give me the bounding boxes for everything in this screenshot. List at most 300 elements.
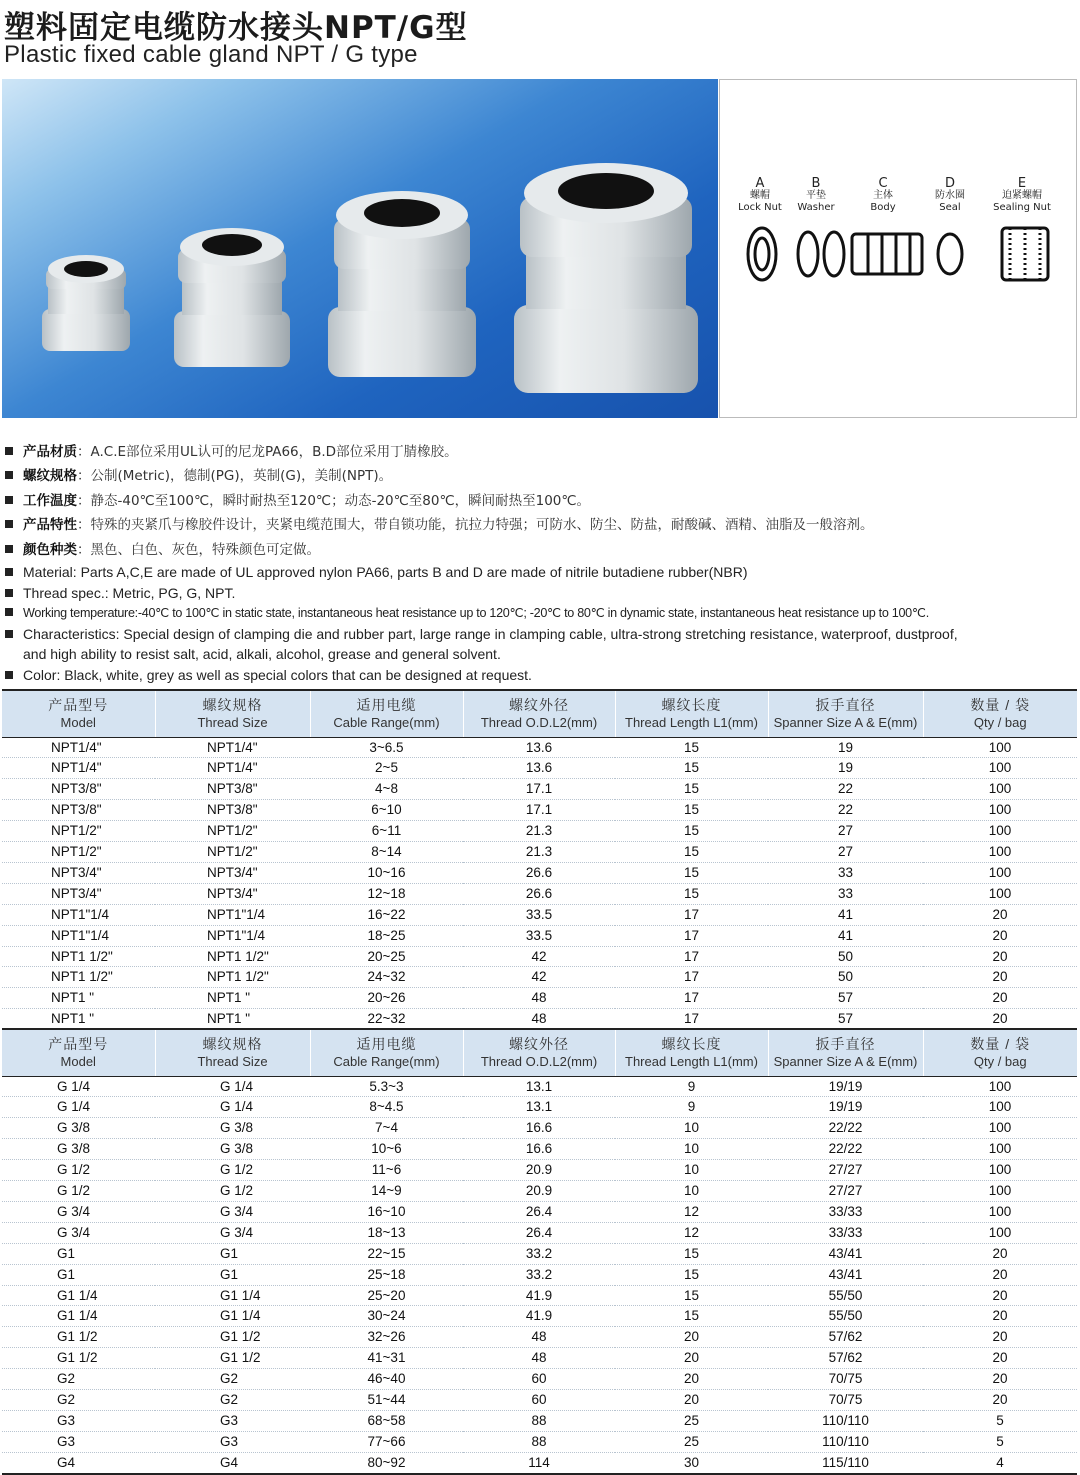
table-cell: 14~9 [310,1181,463,1202]
table-cell: G1 [2,1243,155,1264]
g-spec-table [2,1028,1077,1475]
table-cell: 43/41 [768,1264,923,1285]
table-cell: NPT1/4" [2,758,155,779]
table-cell: 55/50 [768,1306,923,1327]
table-cell: 30~24 [310,1306,463,1327]
table-cell: G2 [2,1369,155,1390]
table-cell: 46~40 [310,1369,463,1390]
table-cell: G1 1/4 [155,1306,310,1327]
table-row [2,1306,1077,1327]
table-cell: 26.4 [463,1201,615,1222]
table-cell: 8~4.5 [310,1097,463,1118]
table-cell: 33.2 [463,1264,615,1285]
gland-large [328,191,476,377]
table-cell: 48 [463,1327,615,1348]
table-cell: 15 [615,737,768,758]
table-cell: 25 [615,1411,768,1432]
table-row [2,1452,1077,1473]
table-cell: 15 [615,1243,768,1264]
table-cell: 10 [615,1181,768,1202]
table-cell: 20 [923,1243,1077,1264]
column-header-cn: 数量 / 袋 [970,696,1031,713]
table-cell: 16~10 [310,1201,463,1222]
column-header [310,1029,463,1076]
cable-gland-illustration [2,79,718,418]
table-cell: 20.9 [463,1160,615,1181]
table-cell: 21.3 [463,842,615,863]
table-cell: 20.9 [463,1181,615,1202]
npt-spec-table [2,689,1077,1031]
table-cell: G2 [2,1390,155,1411]
table-cell: 17 [615,946,768,967]
table-cell: 8~14 [310,842,463,863]
table-cell: 26.6 [463,862,615,883]
table-cell: 15 [615,883,768,904]
table-cell: 57/62 [768,1348,923,1369]
column-header [923,690,1077,737]
table-cell: 22/22 [768,1118,923,1139]
table-row [2,821,1077,842]
table-cell: NPT3/8" [155,779,310,800]
table-cell: NPT1 1/2" [2,946,155,967]
table-cell: 100 [923,1222,1077,1243]
table-cell: G1 1/2 [155,1327,310,1348]
table-cell: G 3/8 [2,1118,155,1139]
table-row [2,1009,1077,1030]
table-row [2,1390,1077,1411]
seal-shape [938,234,962,274]
table-cell: 100 [923,842,1077,863]
table-cell: 13.1 [463,1097,615,1118]
table-cell: 50 [768,967,923,988]
table-cell: NPT1"1/4 [155,925,310,946]
table-cell: G1 1/2 [2,1327,155,1348]
table-cell: 60 [463,1390,615,1411]
table-row [2,1431,1077,1452]
table-cell: G 3/4 [2,1201,155,1222]
table-cell: 48 [463,1009,615,1030]
table-row [2,1181,1077,1202]
table-cell: G 1/4 [2,1076,155,1097]
table-cell: 5 [923,1411,1077,1432]
table-cell: 10 [615,1160,768,1181]
table-row [2,1097,1077,1118]
table-cell: NPT1"1/4 [2,925,155,946]
column-header-cn: 产品型号 [48,1035,109,1052]
table-cell: 11~6 [310,1160,463,1181]
table-cell: 15 [615,862,768,883]
table-cell: NPT1/4" [155,737,310,758]
table-cell: 17 [615,904,768,925]
table-cell: 20 [923,1264,1077,1285]
table-cell: 3~6.5 [310,737,463,758]
table-cell: 77~66 [310,1431,463,1452]
table-cell: 100 [923,800,1077,821]
table-cell: 22~15 [310,1243,463,1264]
column-header-cn: 适用电缆 [356,1035,417,1052]
table-cell: 15 [615,821,768,842]
table-row [2,1327,1077,1348]
table-cell: 19 [768,758,923,779]
table-cell: G 1/2 [2,1181,155,1202]
table-cell: G 3/4 [155,1222,310,1243]
table-cell: 2~5 [310,758,463,779]
table-row [2,1076,1077,1097]
table-cell: NPT3/4" [2,883,155,904]
spec-en-material: Material: Parts A,C,E are made of UL approved nylon PA66, parts B and D are made of nitrile butadiene rubber(NBR) [5,562,1077,583]
table-cell: 70/75 [768,1390,923,1411]
column-header-en: Qty / bag [973,714,1027,730]
table-cell: 5 [923,1431,1077,1452]
table-cell: 100 [923,758,1077,779]
column-header-cn: 螺纹规格 [202,1035,263,1052]
table-cell: 22~32 [310,1009,463,1030]
table-cell: G 1/2 [155,1181,310,1202]
table-cell: 33/33 [768,1222,923,1243]
spec-cn-thread: 螺纹规格：公制(Metric)，德制(PG)，英制(G)，美制(NPT)。 [5,464,1077,488]
parts-diagram [719,79,1077,418]
table-cell: 19/19 [768,1076,923,1097]
column-header [463,690,615,737]
column-header-cn: 产品型号 [48,696,109,713]
part-label-d: D 防水圈 Seal [935,176,965,213]
table-cell: NPT1/2" [155,842,310,863]
table-cell: 22 [768,779,923,800]
part-label-b: B 平垫 Washer [797,176,835,213]
table-cell: 30 [615,1452,768,1473]
table-row [2,946,1077,967]
table-cell: 24~32 [310,967,463,988]
table-cell: 20~26 [310,988,463,1009]
table-cell: 110/110 [768,1411,923,1432]
column-header [615,690,768,737]
table-cell: 100 [923,737,1077,758]
column-header-en: Cable Range(mm) [333,1053,440,1069]
table-cell: G 3/4 [155,1201,310,1222]
table-cell: 50 [768,946,923,967]
table-cell: 19/19 [768,1097,923,1118]
table-cell: 5.3~3 [310,1076,463,1097]
table-cell: 17.1 [463,779,615,800]
table-cell: NPT3/8" [155,800,310,821]
table-cell: 6~11 [310,821,463,842]
table-cell: 80~92 [310,1452,463,1473]
table-cell: 27 [768,821,923,842]
product-photo [2,79,718,418]
table-row [2,988,1077,1009]
column-header-en: Thread Length L1(mm) [625,714,758,730]
table-row [2,1160,1077,1181]
table-cell: 15 [615,758,768,779]
table-cell: 15 [615,779,768,800]
table-cell: 20 [923,1390,1077,1411]
table-cell: 115/110 [768,1452,923,1473]
table-cell: 33.5 [463,904,615,925]
table-cell: 19 [768,737,923,758]
table-cell: NPT3/4" [155,883,310,904]
column-header [615,1029,768,1076]
table-cell: 25~20 [310,1285,463,1306]
table-cell: 10 [615,1118,768,1139]
table-row [2,883,1077,904]
table-cell: 20 [923,1306,1077,1327]
table-cell: G2 [155,1369,310,1390]
spec-en-characteristics: Characteristics: Special design of clamping die and rubber part, large range in clamping cable, ultra-strong stretching resistance, waterproof, dustproof, [5,624,1077,645]
table-cell: NPT1 " [2,1009,155,1030]
table-cell: 48 [463,1348,615,1369]
table-row [2,1285,1077,1306]
table-cell: 18~13 [310,1222,463,1243]
column-header-en: Thread Length L1(mm) [625,1053,758,1069]
table-cell: 17 [615,967,768,988]
table-cell: 20 [923,904,1077,925]
table-cell: 57/62 [768,1327,923,1348]
table-cell: 41 [768,904,923,925]
table-row [2,779,1077,800]
table-cell: G3 [155,1411,310,1432]
spec-en-color: Color: Black, white, grey as well as special colors that can be designed at request. [5,665,1077,686]
table-cell: 100 [923,1097,1077,1118]
table-cell: 32~26 [310,1327,463,1348]
part-label-e: E 迫紧螺帽 Sealing Nut [993,176,1051,213]
table-cell: 20 [923,967,1077,988]
table-cell: G3 [155,1431,310,1452]
column-header [155,1029,310,1076]
table-cell: 25 [615,1431,768,1452]
table-cell: 70/75 [768,1369,923,1390]
spec-cn-temperature: 工作温度：静态-40℃至100℃，瞬时耐热至120℃；动态-20℃至80℃，瞬间耐热至100℃。 [5,489,1077,513]
table-cell: 100 [923,1201,1077,1222]
table-cell: 4 [923,1452,1077,1473]
table-cell: 68~58 [310,1411,463,1432]
table-cell: 20 [615,1369,768,1390]
column-header-cn: 螺纹长度 [661,1035,722,1052]
table-cell: G1 1/2 [2,1348,155,1369]
table-cell: 9 [615,1097,768,1118]
column-header-en: Thread O.D.L2(mm) [480,714,598,730]
column-header-cn: 扳手直径 [815,696,876,713]
table-cell: 27/27 [768,1181,923,1202]
table-cell: 20~25 [310,946,463,967]
table-row [2,1201,1077,1222]
table-cell: 22 [768,800,923,821]
table-cell: 55/50 [768,1285,923,1306]
table-cell: G4 [2,1452,155,1473]
spec-cn-color: 颜色种类：黑色、白色、灰色，特殊颜色可定做。 [5,538,1077,562]
table-row [2,1264,1077,1285]
table-cell: 26.4 [463,1222,615,1243]
table-cell: G 1/2 [2,1160,155,1181]
table-cell: 100 [923,1181,1077,1202]
table-cell: 18~25 [310,925,463,946]
table-cell: 33 [768,862,923,883]
table-row [2,1139,1077,1160]
table-cell: 20 [923,988,1077,1009]
table-cell: 15 [615,800,768,821]
table-cell: 88 [463,1431,615,1452]
table-cell: 110/110 [768,1431,923,1452]
table-cell: 20 [923,1348,1077,1369]
table-cell: 10~6 [310,1139,463,1160]
table-cell: 6~10 [310,800,463,821]
table-cell: 20 [923,1327,1077,1348]
table-cell: G1 1/2 [155,1348,310,1369]
table-cell: 13.6 [463,737,615,758]
table-cell: 20 [923,1369,1077,1390]
table-row [2,967,1077,988]
part-label-c: C 主体 Body [870,176,896,213]
spec-en-thread: Thread spec.: Metric, PG, G, NPT. [5,583,1077,604]
table-cell: 15 [615,1285,768,1306]
column-header-cn: 数量 / 袋 [970,1035,1031,1052]
table-cell: 48 [463,988,615,1009]
table-cell: NPT1/2" [155,821,310,842]
exploded-parts-drawing [740,220,1060,300]
column-header-cn: 螺纹长度 [661,696,722,713]
part-label-a: A 螺帽 Lock Nut [738,176,782,213]
table-row [2,737,1077,758]
table-cell: NPT1 1/2" [155,946,310,967]
table-cell: G 3/4 [2,1222,155,1243]
table-row [2,1243,1077,1264]
table-cell: 20 [615,1348,768,1369]
table-cell: G1 1/4 [2,1285,155,1306]
column-header [463,1029,615,1076]
spec-cn-characteristics: 产品特性：特殊的夹紧爪与橡胶件设计，夹紧电缆范围大，带自锁功能，抗拉力特强；可防水、防尘、防盐，耐酸碱、酒精、油脂及一般溶剂。 [5,513,1077,537]
table-cell: 12~18 [310,883,463,904]
table-cell: 100 [923,862,1077,883]
table-row [2,1411,1077,1432]
table-cell: 12 [615,1222,768,1243]
table-cell: 41~31 [310,1348,463,1369]
table-row [2,925,1077,946]
table-cell: NPT1"1/4 [155,904,310,925]
table-header-row [2,690,1077,737]
table-cell: 4~8 [310,779,463,800]
table-cell: 57 [768,988,923,1009]
gland-small [42,255,130,351]
gland-xlarge [514,163,698,393]
column-header-en: Thread O.D.L2(mm) [480,1053,598,1069]
table-cell: G2 [155,1390,310,1411]
table-cell: 13.6 [463,758,615,779]
column-header [768,690,923,737]
table-cell: 114 [463,1452,615,1473]
table-cell: 100 [923,779,1077,800]
table-row [2,1118,1077,1139]
table-cell: NPT1 1/2" [155,967,310,988]
table-cell: 22/22 [768,1139,923,1160]
table-cell: 88 [463,1411,615,1432]
table-cell: G1 1/4 [155,1285,310,1306]
table-cell: 27 [768,842,923,863]
lock-nut-shape [748,228,776,280]
table-cell: G 3/8 [2,1139,155,1160]
table-cell: 16.6 [463,1139,615,1160]
column-header-cn: 扳手直径 [815,1035,876,1052]
table-cell: 100 [923,1139,1077,1160]
column-header-en: Model [60,714,96,730]
table-cell: 100 [923,1118,1077,1139]
table-row [2,800,1077,821]
table-cell: 17 [615,925,768,946]
table-cell: 43/41 [768,1243,923,1264]
table-cell: G3 [2,1431,155,1452]
table-cell: 10 [615,1139,768,1160]
table-row [2,1222,1077,1243]
table-cell: 20 [923,925,1077,946]
table-row [2,862,1077,883]
column-header-cn: 适用电缆 [356,696,417,713]
column-header-cn: 螺纹规格 [202,696,263,713]
table-cell: 12 [615,1201,768,1222]
table-cell: 13.1 [463,1076,615,1097]
table-cell: 51~44 [310,1390,463,1411]
table-cell: 41.9 [463,1285,615,1306]
page-title-en: Plastic fixed cable gland NPT / G type [4,41,418,68]
table-cell: 20 [923,1285,1077,1306]
table-cell: G 1/4 [2,1097,155,1118]
table-cell: 33 [768,883,923,904]
table-cell: 20 [615,1327,768,1348]
table-cell: G1 [2,1264,155,1285]
column-header [2,1029,155,1076]
table-cell: G 3/8 [155,1118,310,1139]
table-cell: NPT1/4" [155,758,310,779]
table-cell: G 1/4 [155,1076,310,1097]
table-cell: NPT1/2" [2,821,155,842]
table-cell: 26.6 [463,883,615,904]
table-row [2,1369,1077,1390]
table-cell: 15 [615,842,768,863]
table-cell: NPT1/2" [2,842,155,863]
column-header [923,1029,1077,1076]
table-cell: 100 [923,1076,1077,1097]
table-cell: NPT1 " [2,988,155,1009]
page-title-cn: 塑料固定电缆防水接头NPT/G型 [4,10,468,46]
column-header [768,1029,923,1076]
table-cell: 16~22 [310,904,463,925]
table-cell: 100 [923,1160,1077,1181]
spec-cn-material: 产品材质：A.C.E部位采用UL认可的尼龙PA66，B.D部位采用丁腈橡胶。 [5,440,1077,464]
table-cell: 41 [768,925,923,946]
table-cell: 15 [615,1306,768,1327]
table-cell: NPT1/4" [2,737,155,758]
table-row [2,758,1077,779]
column-header [2,690,155,737]
table-cell: 42 [463,967,615,988]
column-header-cn: 螺纹外径 [509,696,569,713]
table-cell: 33.2 [463,1243,615,1264]
table-cell: 41.9 [463,1306,615,1327]
table-cell: 20 [615,1390,768,1411]
table-cell: 27/27 [768,1160,923,1181]
table-cell: G3 [2,1411,155,1432]
table-cell: NPT3/4" [155,862,310,883]
table-cell: 100 [923,821,1077,842]
table-cell: 42 [463,946,615,967]
column-header-en: Qty / bag [973,1053,1027,1069]
table-cell: 100 [923,883,1077,904]
table-row [2,842,1077,863]
column-header-en: Thread Size [197,714,268,730]
table-cell: G1 [155,1264,310,1285]
table-cell: 15 [615,1264,768,1285]
table-cell: G1 1/4 [2,1306,155,1327]
spec-en-temperature: Working temperature:-40℃ to 100℃ in static state, instantaneous heat resistance up to 120℃; -20℃ to 80℃ in dynamic state, instantaneous heat resistance up to 100℃. [5,603,1077,624]
table-cell: 7~4 [310,1118,463,1139]
column-header-en: Spanner Size A & E(mm) [773,1053,918,1069]
